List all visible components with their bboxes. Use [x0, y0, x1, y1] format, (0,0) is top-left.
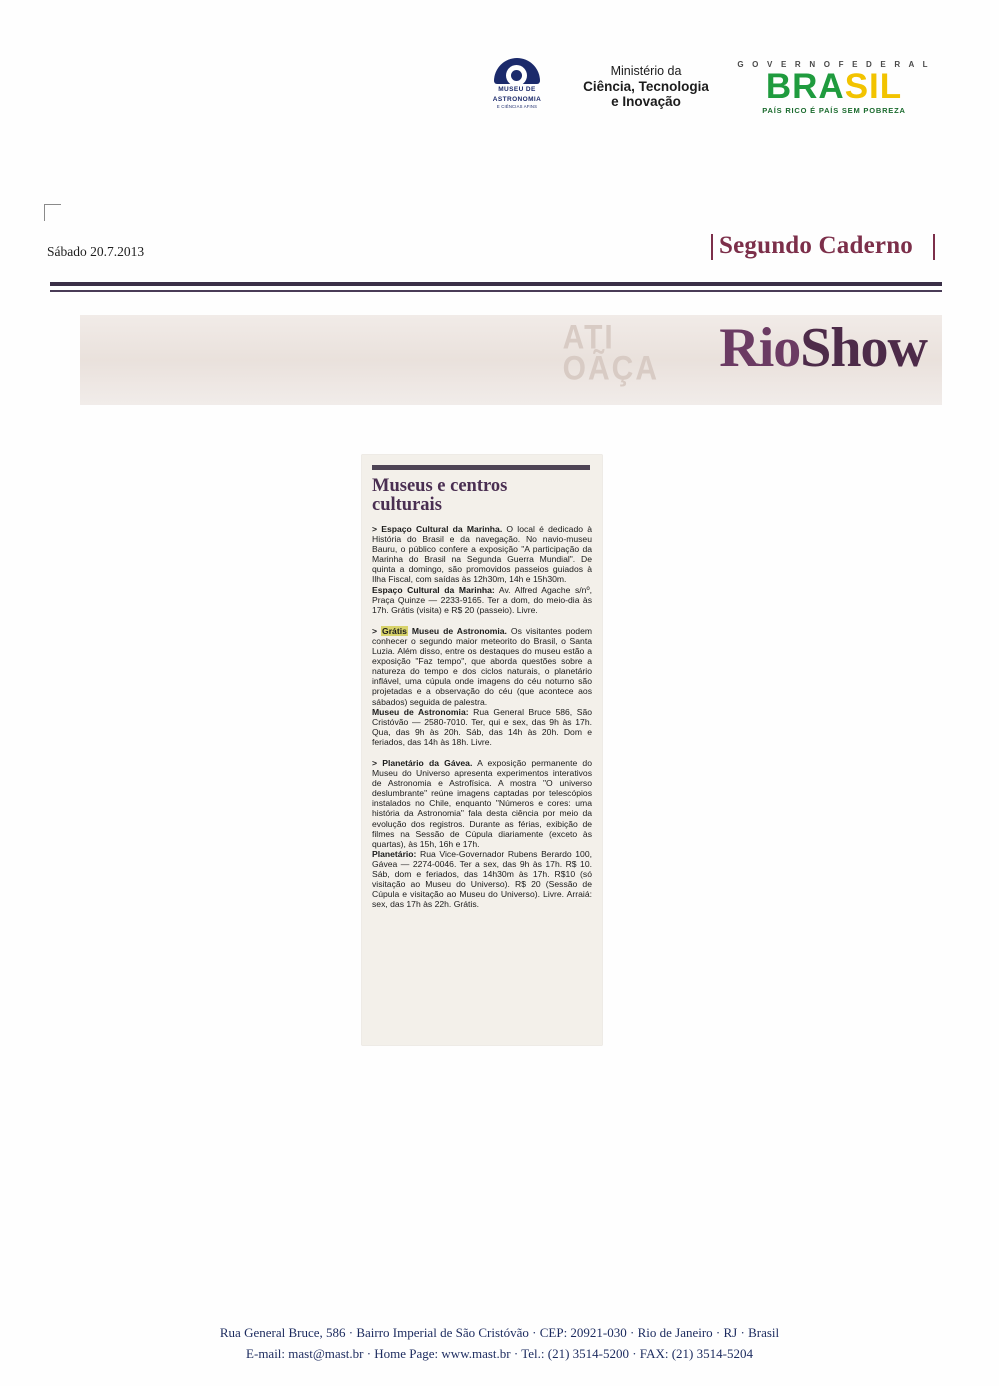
listing-address-body: Av. Alfred Agache s/nº, Praça Quinze — 2233-9165. Ter a dom, do meio-dia às 17h. Grátis (visita) e R$ 20 (passeio). Livre. — [372, 584, 592, 615]
brasil-wordmark-part1: BRA — [765, 67, 845, 106]
listing-title: Planetário da Gávea. — [382, 757, 473, 768]
listing-paragraph — [372, 758, 592, 849]
listing-entry — [372, 626, 592, 747]
section-bar-right — [933, 234, 935, 260]
ministry-line2: Ciência, Tecnologia — [583, 79, 709, 94]
rioshow-rio: Rio — [719, 317, 801, 379]
listing-paragraph — [372, 524, 592, 585]
listing-title: Espaço Cultural da Marinha. — [381, 524, 503, 534]
footer-address: Rua General Bruce, 586 · Bairro Imperial de São Cristóvão · CEP: 20921-030 · Rio de Janeiro · RJ · Brasil — [219, 1325, 780, 1340]
crop-corner-mark — [44, 204, 61, 221]
brasil-wordmark-part2: SIL — [844, 67, 903, 106]
section-bar-left — [711, 234, 713, 260]
government-label: G O V E R N O F E D E R A L — [737, 60, 931, 69]
ministry-line1: Ministério da — [610, 64, 682, 78]
publication-date: Sábado 20.7.2013 — [47, 244, 145, 259]
government-tagline: PAÍS RICO É PAÍS SEM POBREZA — [762, 106, 906, 115]
government-brand-logo — [736, 60, 932, 115]
document-footer — [0, 1322, 999, 1364]
mast-logo-line1: MUSEU DE — [498, 86, 536, 93]
mast-logo-line2: ASTRONOMIA — [492, 96, 542, 103]
ghost-bleed-line2: OÃÇA — [562, 349, 659, 388]
ghost-bleed-text — [562, 318, 659, 388]
ghost-bleed-line1: ATI — [562, 318, 615, 357]
listing-paragraph — [372, 626, 592, 707]
mast-logo-line3: E CIÊNCIAS AFINS — [496, 104, 538, 109]
free-admission-badge: Grátis — [382, 625, 407, 636]
mast-logo — [482, 58, 552, 110]
listing-address-label: Planetário: — [372, 848, 417, 859]
observatory-dome-icon — [494, 58, 540, 84]
listing-address — [372, 585, 592, 615]
section-title: Segundo Caderno — [718, 232, 913, 259]
column-top-rule — [372, 465, 590, 470]
listing-address — [372, 849, 592, 910]
listing-entry — [372, 758, 592, 909]
rioshow-masthead — [719, 316, 927, 380]
listing-entry — [372, 524, 592, 615]
newspaper-column-clipping — [362, 455, 602, 1045]
column-heading-line2: culturais — [372, 495, 442, 515]
listing-address-label: Museu de Astronomia: — [372, 706, 469, 717]
listing-body: Os visitantes podem conhecer o segundo maior meteorito do Brasil, o Santa Luzia. Além disso, entre os destaques do museu estão a exposição "Faz tempo", que aborda questões sobre a natureza do tempo e dos ciclos naturais, o planetário inflável, uma cúpula onde imagens do céu noturno são projetadas e a observação do céu (que acontece aos sábados) seguida de palestra. — [372, 625, 593, 707]
column-heading — [372, 477, 592, 515]
ministry-line3: e Inovação — [611, 94, 681, 109]
footer-contact: E-mail: mast@mast.br · Home Page: www.mast.br · Tel.: (21) 3514-5200 · FAX: (21) 3514-5204 — [246, 1346, 753, 1361]
listing-title: Museu de Astronomia. — [411, 625, 507, 636]
newspaper-clipping-header — [44, 190, 949, 430]
document-header — [0, 28, 999, 115]
listing-bullet: > — [372, 625, 378, 636]
brasil-wordmark — [736, 69, 932, 105]
listing-address-body: Rua General Bruce 586, São Cristóvão — 2580-7010. Ter, qui e sex, das 9h às 17h. Qua, das 9h às 20h. Sáb, das 14h às 20h. Dom e feriados, das 14h às 18h. Livre. — [372, 706, 593, 747]
listing-body: A exposição permanente do Museu do Universo apresenta experimentos interativos de Astronomia e Astrofísica. A mostra "O universo deslumbrante" reúne imagens captadas por telescópios instalados no Chile, enquanto "Números e cores: uma história da Astronomia" fala desta ciência por meio da evolução dos registros. Durante as férias, exibição de filmes na Sessão de Cúpula diariamente (exceto às quartas), às 15h, 16h e 17h. — [372, 757, 592, 849]
header-rule-thick — [50, 282, 942, 286]
listing-bullet: > — [372, 757, 378, 768]
listing-bullet: > — [372, 524, 378, 534]
listing-body: O local é dedicado à História do Brasil e da navegação. No navio-museu Bauru, o público confere a exposição "A participação da Marinha do Brasil na Segunda Guerra Mundial". De quinta a domingo, são promovidos passeios guiados à Ilha Fiscal, com saídas às 12h30m, 14h e 15h30m. — [372, 524, 592, 585]
ministry-wordmark — [566, 64, 726, 109]
listing-address — [372, 707, 592, 747]
listing-address-body: Rua Vice-Governador Rubens Berardo 100, Gávea — 2274-0046. Ter a sex, das 9h às 17h. R$ 10. Sáb, dom e feriados, das 14h30m às 17h. R$10 (só visitação ao Museu do Universo). R$ 20 (Sessão de Cúpula e visitação ao Museu do Universo). Livre. Arraiá: sex, das 17h às 22h. Grátis. — [372, 848, 592, 910]
rioshow-show: Show — [800, 317, 927, 379]
header-rule-thin — [50, 290, 942, 292]
listing-address-label: Espaço Cultural da Marinha: — [372, 584, 495, 595]
column-heading-line1: Museus e centros — [372, 476, 508, 496]
